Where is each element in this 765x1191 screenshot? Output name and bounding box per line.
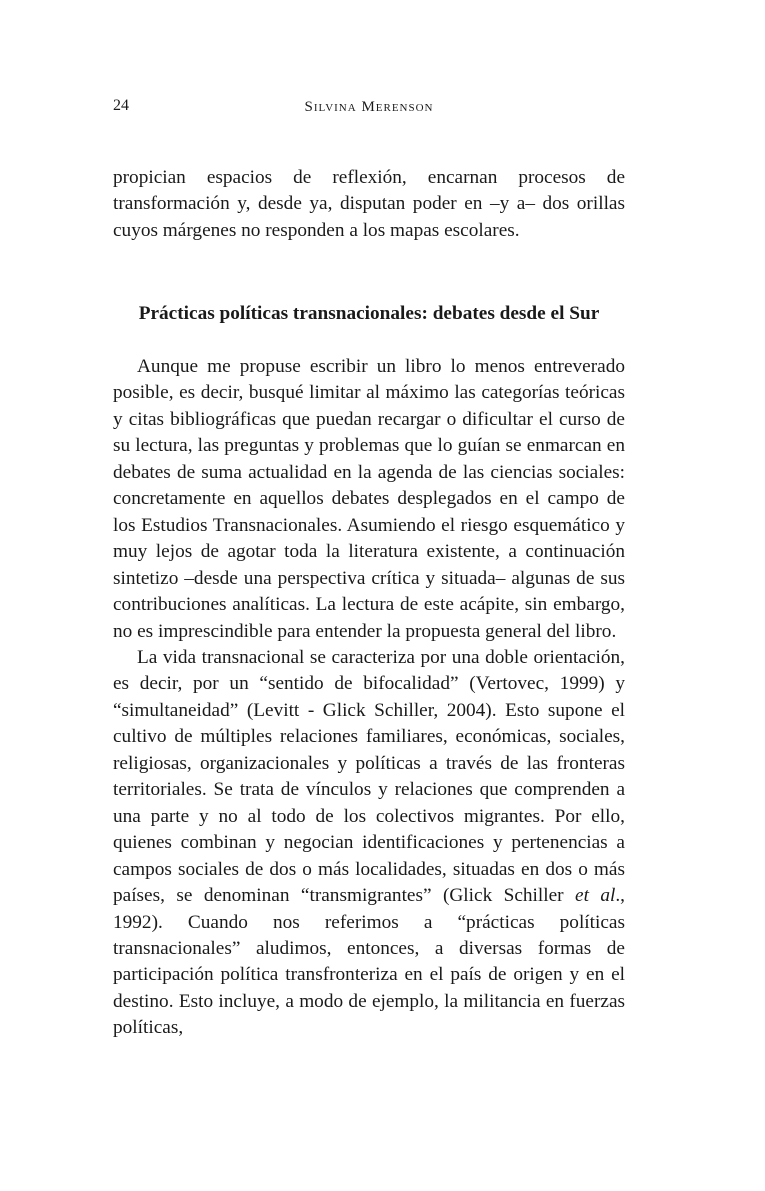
running-head: Silvina Merenson [304,99,434,115]
body-paragraph-2 [113,645,625,1042]
body-paragraph-1: Aunque me propuse escribir un libro lo menos entreverado posible, es decir, busqué limitar al máximo las categorías teóricas y citas bibliográficas que puedan recargar o dificultar el curso de su lectura, las preguntas y problemas que lo guían se enmarcan en debates de suma actualidad en la agenda de las ciencias sociales: concretamente en aquellos debates desplegados en el campo de los Estudios Transnacionales. Asumiendo el riesgo esquemático y muy lejos de agotar toda la literatura existente, a continuación sintetizo –desde una perspectiva crítica y situada– algunas de sus contribuciones analíticas. La lectura de este acápite, sin embargo, no es imprescindible para entender la propuesta general del libro. [113,356,625,642]
paragraph-2-italic-et-al: et al [575,885,616,907]
paragraph-2-text-end: ., 1992). Cuando nos referimos a “prácticas políticas transnacionales” aludimos, entonces, a diversas formas de participación política transfronteriza en el país de origen y en el destino. Esto incluye, a modo de ejemplo, la militancia en fuerzas políticas, [113,885,625,1039]
section-heading: Prácticas políticas transnacionales: debates desde el Sur [138,303,600,324]
page-header [113,97,625,121]
main-text-block [113,354,625,1042]
page-number: 24 [113,97,129,114]
intro-paragraph: propician espacios de reflexión, encarnan procesos de transformación y, desde ya, disputan poder en –y a– dos orillas cuyos márgenes no responden a los mapas escolares. [113,167,625,241]
intro-text-block [113,165,625,244]
paragraph-2-text-start: La vida transnacional se caracteriza por una doble orientación, es decir, por un “sentido de bifocalidad” (Vertovec, 1999) y “simultaneidad” (Levitt - Glick Schiller, 2004). Esto supone el cultivo de múltiples relaciones familiares, económicas, sociales, religiosas, organizacionales y políticas a través de las fronteras territoriales. Se trata de vínculos y relaciones que comprenden a una parte y no al todo de los colectivos migrantes. Por ello, quienes combinan y negocian identificaciones y pertenencias a campos sociales de dos o más localidades, situadas en dos o más países, se denominan “transmigrantes” (Glick Schiller [113,646,625,907]
